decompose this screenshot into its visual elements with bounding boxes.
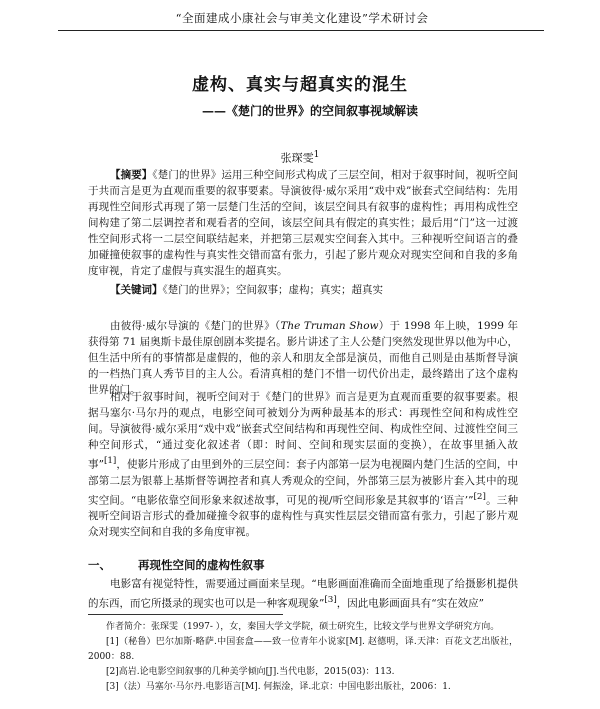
footnote-3: [3]（法）马塞尔·马尔丹.电影语言[M]. 何振淦，译.北京：中国电影出版社，2006：1. [106, 682, 451, 692]
header-divider [58, 30, 544, 31]
article-subtitle: ——《楚门的世界》的空间叙事视域解读 [201, 104, 418, 118]
body-paragraph-3 [88, 576, 518, 612]
section-heading-1 [88, 557, 518, 573]
footnote-1: [1]（秘鲁）巴尔加斯·略萨.中国套盒——致一位青年小说家[M]. 赵德明，译.天津：百花文艺出版社，2000：88. [88, 637, 518, 662]
citation-ref-3: [3] [324, 595, 337, 605]
section-title: 再现性空间的虚构性叙事 [138, 558, 265, 572]
p2-part-3: 。三种视听空间语言形式的叠加碰撞令叙事的虚构性与真实性层层交错而富有张力，引起了影片观众对现实空间和自我的多角度审视。 [88, 494, 519, 538]
footnotes [88, 620, 518, 695]
author-footnote-mark: 1 [313, 149, 320, 160]
citation-ref-2: [2] [473, 491, 486, 502]
body-paragraph-2 [88, 389, 518, 540]
keywords [88, 282, 518, 298]
footnote-2: [2]高岩.论电影空间叙事的几种美学倾向[J].当代电影，2015(03)：113. [106, 667, 395, 677]
abstract-text: 《楚门的世界》运用三种空间形式构成了三层空间，相对于叙事时间，视听空间于共而言是更为直观而重要的叙事要素。导演彼得·威尔采用“戏中戏”嵌套式空间结构：先用再现性空间形式再现了第一层楚门生活的空间，该层空间具有叙事的虚构性；再用构成性空间构建了第二层调控者和观看者的空间，该层空间具有假定的真实性；最后用“门”这一过渡性空间形式将一二层空间联结起来，并把第三层观实空间套入其中。三种视听空间语言的叠加碰撞使叙事的虚构性与真实性交错而富有张力，引起了影片观众对现实空间和自我的多角度审视，肯定了虚假与真实混生的超真实。 [88, 169, 519, 277]
abstract-label: 【摘要】 [110, 169, 153, 181]
article-title: 虚构、真实与超真实的混生 [192, 75, 408, 95]
author-name: 张琛雯 [280, 151, 314, 165]
p2-part-2: ，使影片形成了由里到外的三层空间：套子内部第一层为电视圈内楚门生活的空间，中部第二层为银幕上基斯督等调控者和真人秀观众的空间，外部第三层为被影片套入其中的现实空间。“电影依靠空间形象来叙述故事，可见的视/听空间形象是其叙事的‘语言’” [88, 458, 519, 506]
p3-part-2: ，因此电影画面具有“实在效应” [336, 597, 485, 610]
keywords-text: 《楚门的世界》；空间叙事；虚构；真实；超真实 [162, 284, 383, 296]
p2-part-1: 相对于叙事时间，视听空间对于《楚门的世界》而言是更为直观而重要的叙事要素。根据马塞尔·马尔丹的观点，电影空间可被划分为两种最基本的形式：再现性空间和构成性空间。导演彼得·威尔采用“戏中戏”嵌套式空间结构和再现性空间、构成性空间、过渡性空间三种空间形式，“通过变化叙述者（即：时间、空间和现实层面的变换），在故事里插入故事” [88, 391, 518, 471]
footnote-author: 作者简介：张琛雯（1997- ），女，秦国大学文学院，硕士研究生，比较文学与世界文学研究方向。 [106, 622, 500, 632]
p3-part-1: 电影富有视觉特性，需要通过画面来呈现。“电影画面准确而全面地重现了给摄影机提供的东西，而它所摄录的现实也可以是一种客观现象” [88, 578, 518, 610]
body-paragraph-1 [88, 318, 518, 398]
section-number: 一、 [88, 558, 111, 572]
p1-film-title-en: The Truman Show [280, 320, 379, 332]
p1-before-title: 由彼得·威尔导演的《楚门的世界》（ [110, 320, 281, 332]
citation-ref-1: [1] [103, 456, 117, 466]
running-header: “全面建成小康社会与审美文化建设”学术研讨会 [175, 11, 429, 25]
p1-after-title: ）于 1998 年上映，1999 年获得第 71 届奥斯卡最佳原创剧本奖提名。影片讲述了主人公楚门突然发现世界以他为中心，但生活中所有的事情都是虚假的，他的亲人和朋友全部是演员，而他自己则是由基斯督导演的一档热门真人秀节目的主人公。看清真相的楚门不惜一切代价出走，最终踏出了这个虚构世界的门。 [88, 320, 518, 396]
keywords-label: 【关键词】 [110, 284, 163, 296]
abstract [88, 167, 518, 279]
footnote-divider [88, 614, 283, 615]
author-line [60, 148, 540, 166]
